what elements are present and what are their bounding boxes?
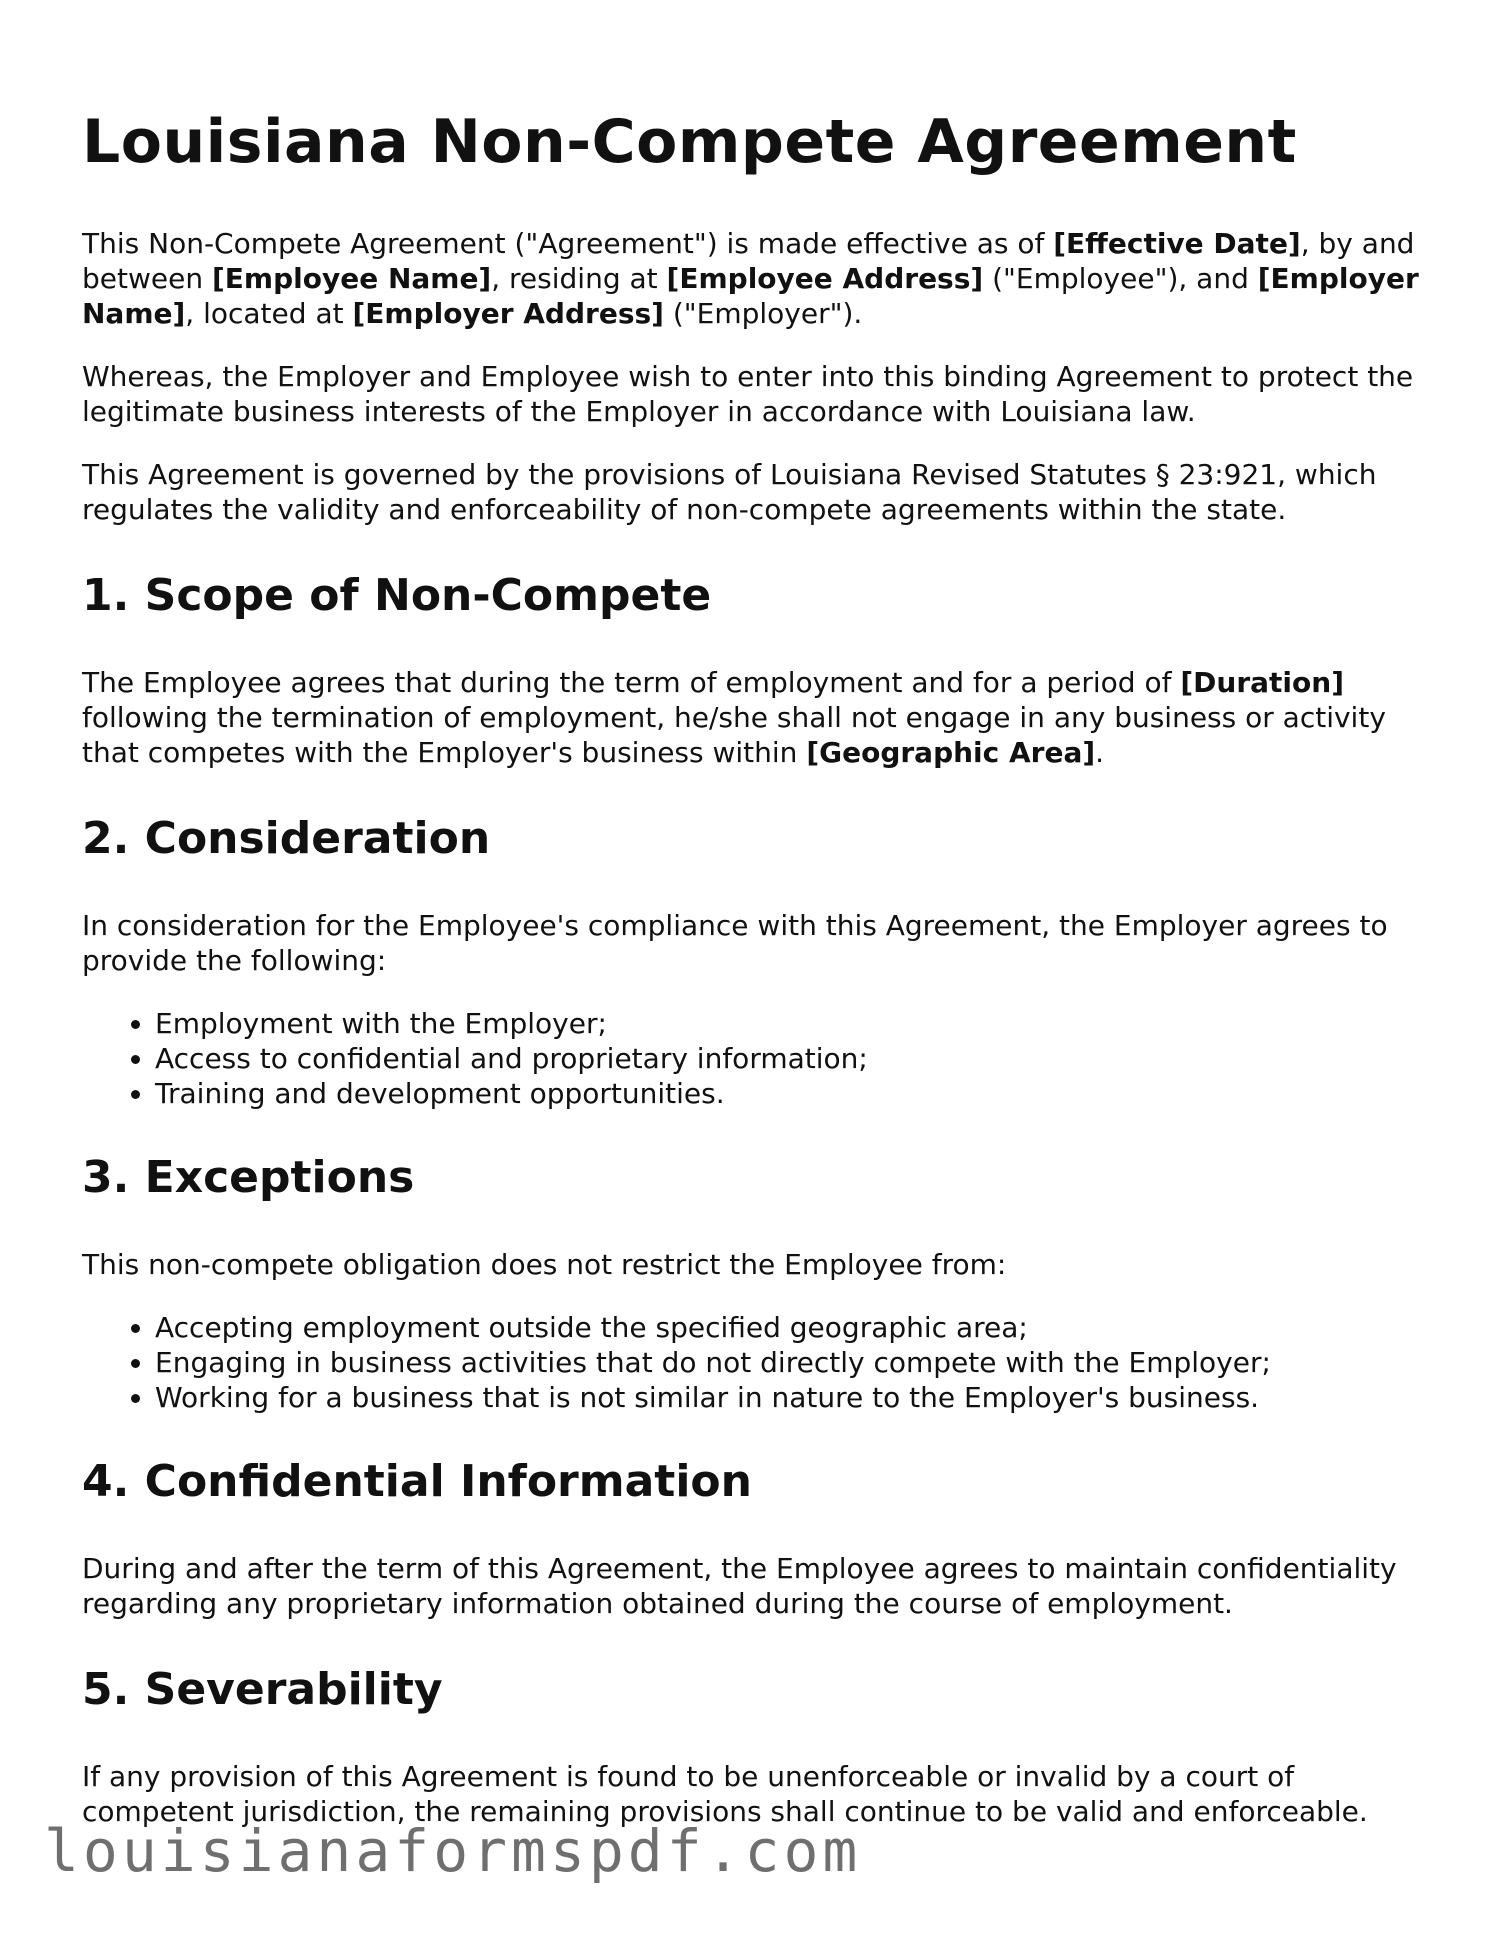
list-item: • Engaging in business activities that do not directly compete with the Employer; [155, 1345, 1422, 1380]
severability-paragraph: If any provision of this Agreement is found to be unenforceable or invalid by a court of competent jurisdiction, the remaining provisions shall continue to be valid and enforceable. [82, 1760, 1368, 1828]
document-page [82, 100, 1422, 1857]
intro-text-5: , located at [185, 297, 353, 330]
intro-text-2: , by and between [82, 227, 1415, 295]
confidential-paragraph: During and after the term of this Agreement, the Employee agrees to maintain confidentiality regarding any proprietary information obtained during the course of employment. [82, 1552, 1397, 1620]
section-heading-consideration: 2. Consideration [82, 813, 491, 864]
section-heading-scope: 1. Scope of Non-Compete [82, 570, 712, 621]
employer-address-placeholder: [Employer Address] [352, 297, 664, 330]
intro-text-1: This Non-Compete Agreement ("Agreement") is made effective as of [82, 227, 1054, 260]
list-item: • Accepting employment outside the specified geographic area; [155, 1310, 1422, 1345]
exceptions-list [82, 1310, 1422, 1415]
document-title: Louisiana Non-Compete Agreement [82, 107, 1297, 177]
scope-paragraph [82, 665, 1422, 770]
intro-text-4: ("Employee"), and [983, 262, 1258, 295]
watermark: louisianaformspdf.com [44, 1817, 862, 1885]
scope-text-2: following the termination of employment, he/she shall not engage in any business or activity that competes with the Employer's business within [82, 701, 1386, 769]
scope-text-1: The Employee agrees that during the term of employment and for a period of [82, 666, 1181, 699]
geographic-area-placeholder: [Geographic Area] [806, 736, 1096, 769]
section-heading-exceptions: 3. Exceptions [82, 1152, 415, 1203]
list-item: • Working for a business that is not similar in nature to the Employer's business. [155, 1380, 1422, 1415]
intro-text-6: ("Employer"). [663, 297, 863, 330]
intro-text-3: , residing at [491, 262, 667, 295]
whereas-paragraph: Whereas, the Employer and Employee wish to enter into this binding Agreement to protect the legitimate business interests of the Employer in accordance with Louisiana law. [82, 360, 1414, 428]
section-heading-severability: 5. Severability [82, 1664, 443, 1715]
duration-placeholder: [Duration] [1180, 666, 1344, 699]
exceptions-paragraph: This non-compete obligation does not restrict the Employee from: [82, 1248, 1007, 1281]
employee-address-placeholder: [Employee Address] [666, 262, 984, 295]
consideration-list [82, 1006, 1422, 1111]
intro-paragraph [82, 226, 1422, 331]
list-item: • Access to confidential and proprietary information; [155, 1041, 1422, 1076]
list-item: • Employment with the Employer; [155, 1006, 1422, 1041]
consideration-paragraph: In consideration for the Employee's compliance with this Agreement, the Employer agrees to provide the following: [82, 909, 1388, 977]
scope-text-3: . [1095, 736, 1105, 769]
governing-law-paragraph: This Agreement is governed by the provisions of Louisiana Revised Statutes § 23:921, which regulates the validity and enforceability of non-compete agreements within the state. [82, 458, 1377, 526]
section-heading-confidential: 4. Confidential Information [82, 1456, 752, 1507]
employee-name-placeholder: [Employee Name] [211, 262, 492, 295]
employer-name-placeholder: [Employer Name] [82, 262, 1419, 330]
effective-date-placeholder: [Effective Date] [1053, 227, 1301, 260]
list-item: • Training and development opportunities. [155, 1076, 1422, 1111]
